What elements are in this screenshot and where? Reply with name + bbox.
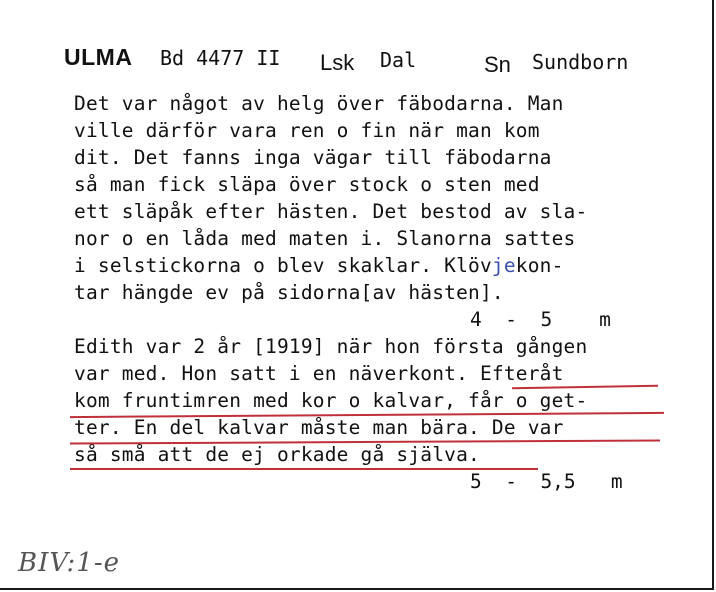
handwritten-correction: je bbox=[491, 254, 516, 277]
sn-label: Sn bbox=[484, 52, 511, 77]
archive-label: ULMA bbox=[64, 44, 133, 70]
text-line: var med. Hon satt i en näverkont. Efteråt bbox=[74, 362, 564, 385]
text-line: ter. En del kalvar måste man bära. De var bbox=[74, 416, 564, 439]
text-line-part: i selstickorna o blev skaklar. Klöv bbox=[74, 254, 492, 277]
card-header bbox=[64, 44, 692, 84]
measurement-1: 4 - 5 m bbox=[470, 308, 611, 331]
text-line: ville därför vara ren o fin när man kom bbox=[74, 119, 540, 142]
lsk-value: Dal bbox=[380, 48, 417, 72]
red-underline bbox=[70, 468, 538, 470]
text-line: så man fick släpa över stock o sten med bbox=[74, 173, 540, 196]
lsk-label: Lsk bbox=[320, 50, 355, 75]
text-line: så små att de ej orkade gå själva. bbox=[74, 443, 480, 466]
text-line: tar hängde ev på sidorna[av hästen]. bbox=[74, 281, 504, 304]
bd-number: Bd 4477 II bbox=[160, 46, 281, 70]
text-line: ett släpåk efter hästen. Det bestod av sla- bbox=[74, 200, 588, 223]
sn-value: Sundborn bbox=[532, 50, 629, 74]
text-line: dit. Det fanns inga vägar till fäbodarna bbox=[74, 146, 552, 169]
measurement-2: 5 - 5,5 m bbox=[470, 470, 623, 493]
text-line: Det var något av helg över fäbodarna. Man bbox=[74, 92, 564, 115]
text-line: Edith var 2 år [1919] när hon första gången bbox=[74, 335, 588, 358]
text-line: nor o en låda med maten i. Slanorna sattes bbox=[74, 227, 576, 250]
text-line bbox=[74, 254, 564, 277]
text-line-part: kon- bbox=[515, 254, 564, 277]
text-line: kom fruntimren med kor o kalvar, får o get- bbox=[74, 389, 588, 412]
archive-signum: BIV:1-e bbox=[18, 548, 121, 578]
